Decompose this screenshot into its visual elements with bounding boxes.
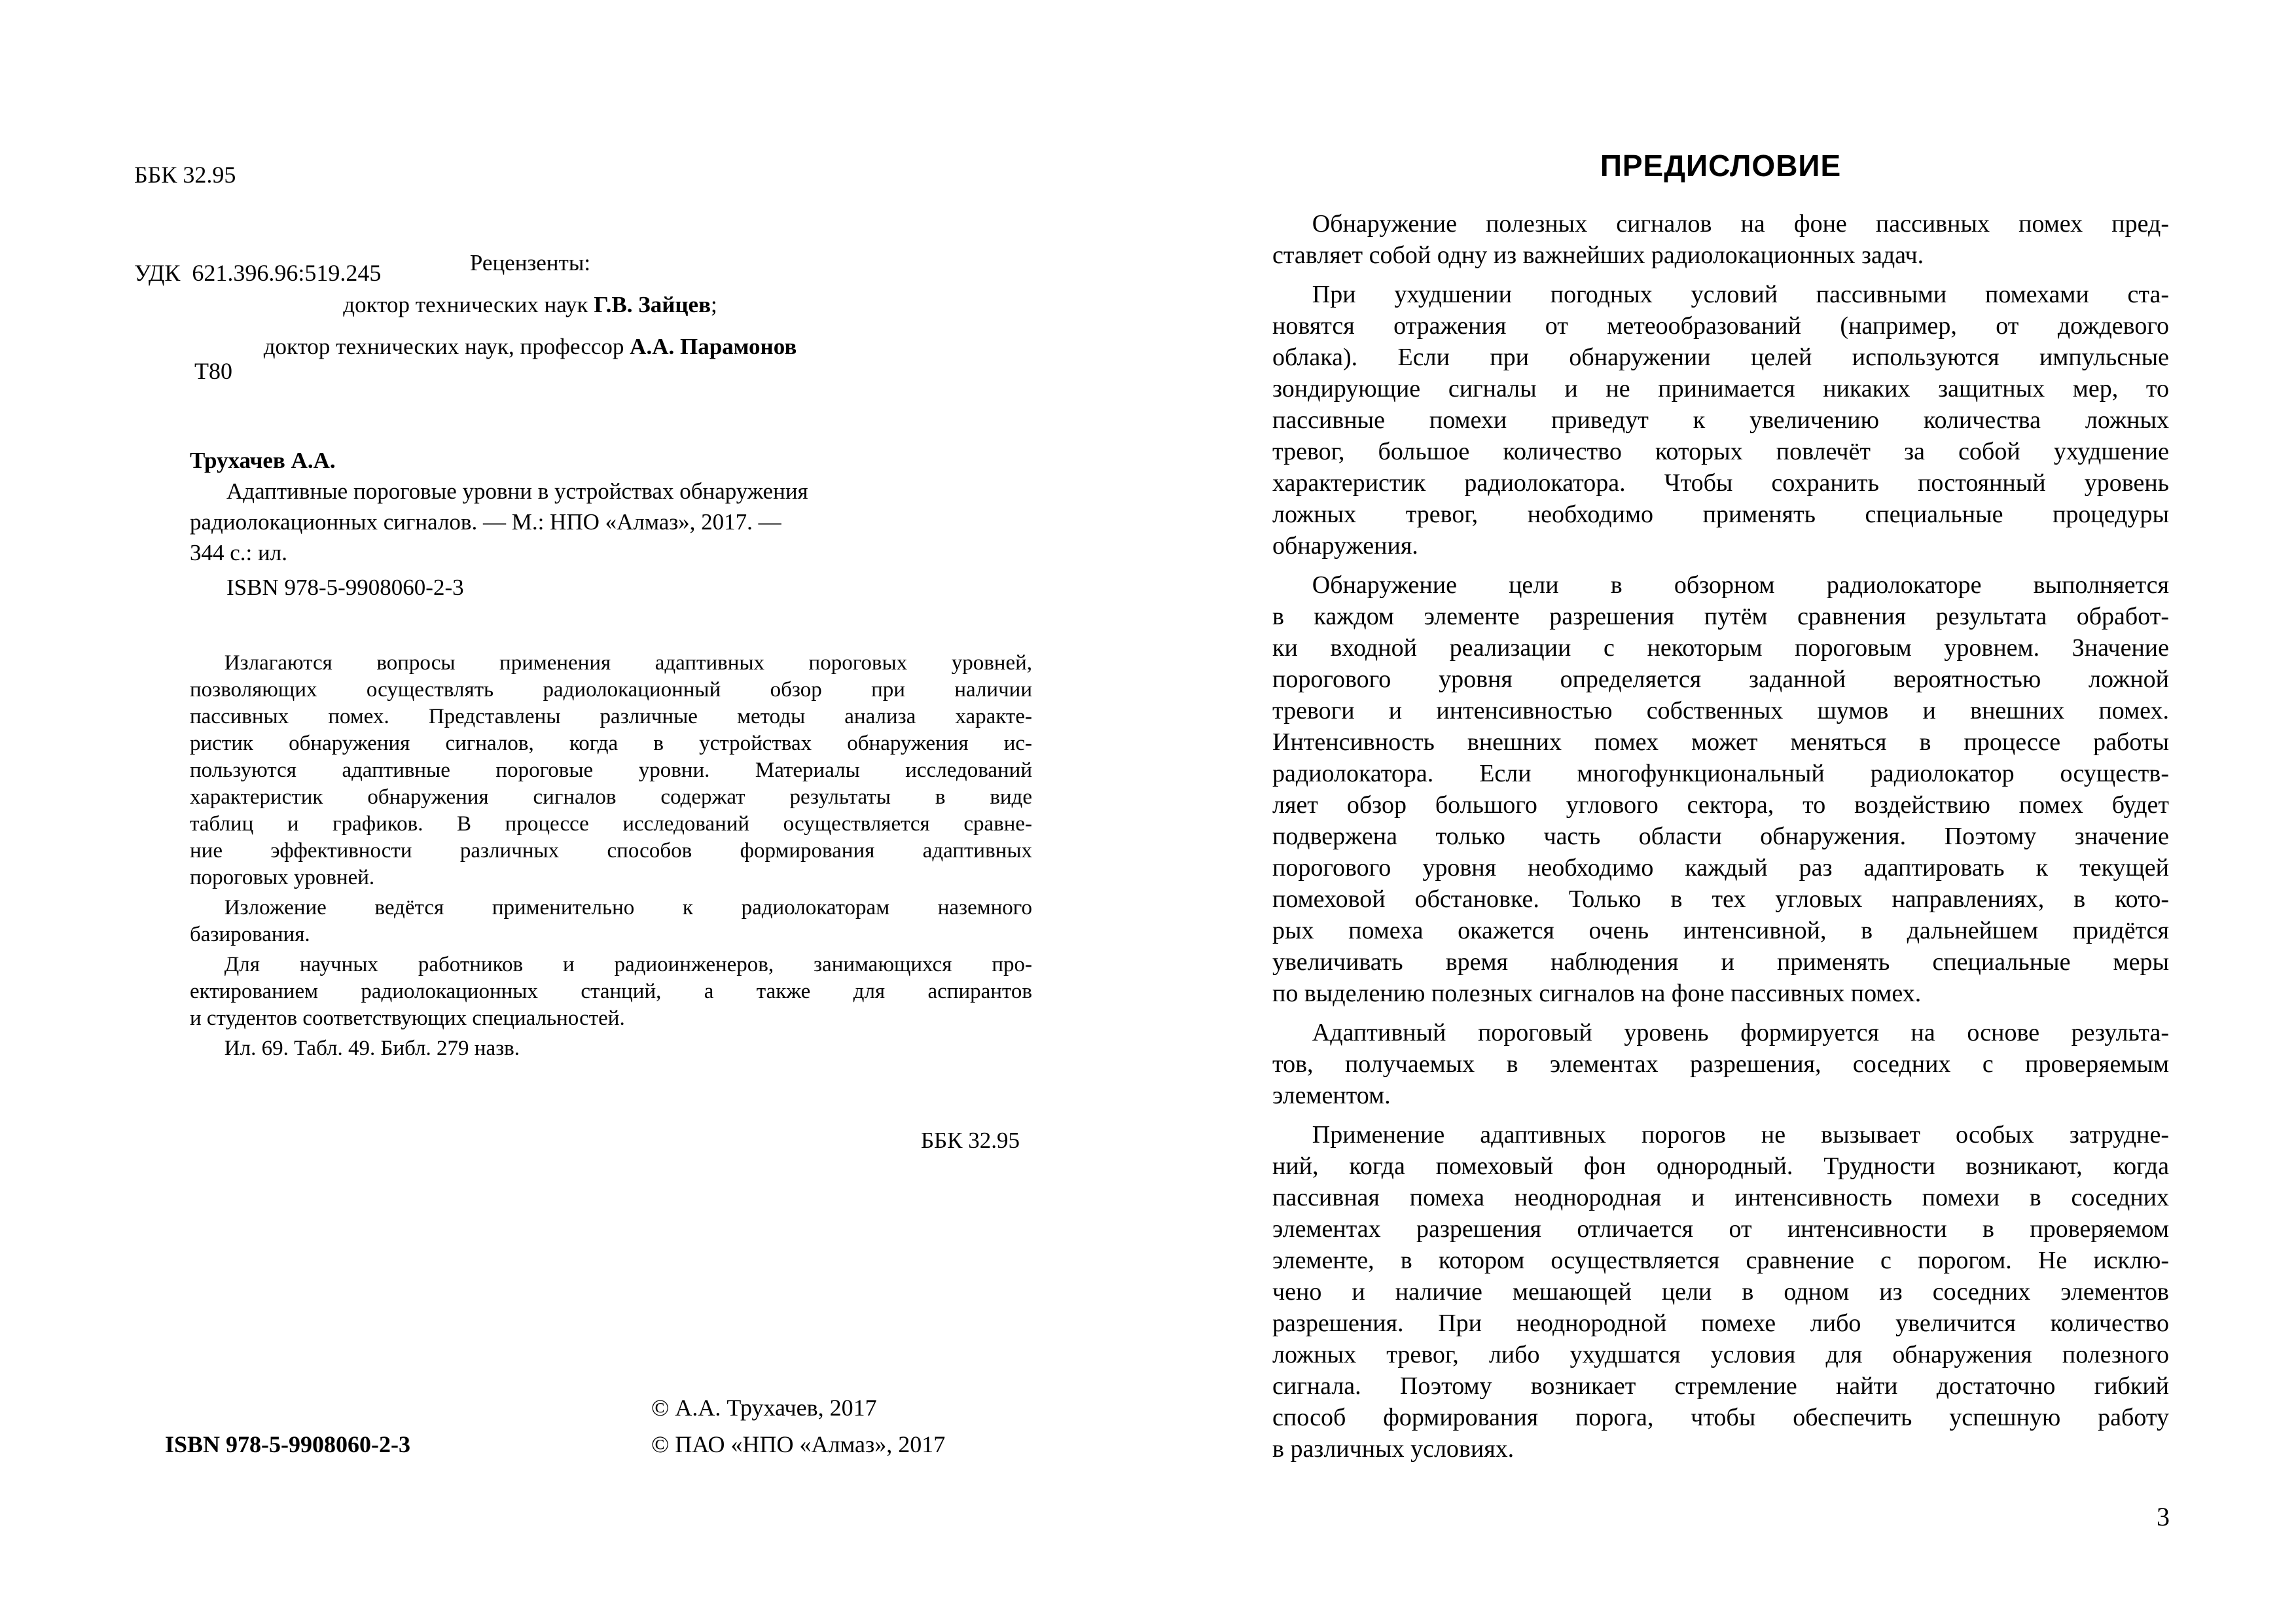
text-line: Адаптивный пороговый уровень формируется на основе результа-: [1312, 1019, 2169, 1046]
annotation-paragraph: [190, 895, 1032, 948]
text-line: облака). Если при обнаружении целей используются импульсные: [1272, 344, 2169, 371]
text-line: характеристик обнаружения сигналов содержат результаты в виде: [190, 785, 1032, 809]
preface-title: ПРЕДИСЛОВИЕ: [1600, 149, 1842, 183]
text-line: ристик обнаружения сигналов, когда в устройствах обнаружения ис-: [190, 732, 1032, 755]
text-line: пассивных помех. Представлены различные методы анализа характе-: [190, 705, 1032, 728]
text-line: и студентов соответствующих специальностей.: [190, 1007, 625, 1030]
annotation-stats: Ил. 69. Табл. 49. Библ. 279 назв.: [224, 1037, 520, 1060]
text-line: элементом.: [1272, 1082, 1391, 1109]
text-line: ложных тревог, необходимо применять специальные процедуры: [1272, 501, 2169, 528]
reviewers-block: [157, 242, 903, 368]
text-line: ки входной реализации с некоторым пороговым уровнем. Значение: [1272, 634, 2169, 662]
text-line: таблиц и графиков. В процессе исследований осуществляется сравне-: [190, 812, 1032, 836]
text-line: увеличивать время наблюдения и применять специальные меры: [1272, 948, 2169, 976]
reviewer-name: Г.В. Зайцев: [594, 292, 711, 317]
preface-body: [1272, 208, 2169, 1465]
bibliographic-citation: [190, 445, 1032, 603]
text-line: Для научных работников и радиоинженеров, занимающихся про-: [224, 953, 1032, 976]
text-line: ектированием радиолокационных станций, а также для аспирантов: [190, 980, 1032, 1003]
copyright-publisher: © ПАО «НПО «Алмаз», 2017: [651, 1431, 946, 1457]
reviewer-line: [157, 326, 903, 368]
text-line: ляет обзор большого углового сектора, то воздействию помех будет: [1272, 791, 2169, 819]
annotation-block: [190, 650, 1032, 1062]
text-line: сигнала. Поэтому возникает стремление найти достаточно гибкий: [1272, 1372, 2169, 1400]
preface-paragraph: [1272, 208, 2169, 271]
text-line: базирования.: [190, 923, 310, 946]
text-line: подвержена только часть области обнаружения. Поэтому значение: [1272, 823, 2169, 850]
text-line: чено и наличие мешающей цели в одном из соседних элементов: [1272, 1278, 2169, 1306]
text-line: ложных тревог, либо ухудшатся условия для обнаружения полезного: [1272, 1341, 2169, 1368]
text-line: новятся отражения от метеообразований (например, от дождевого: [1272, 312, 2169, 340]
text-line: в различных условиях.: [1272, 1435, 1515, 1463]
preface-paragraph: [1272, 569, 2169, 1009]
text-line: ние эффективности различных способов формирования адаптивных: [190, 839, 1032, 863]
text-line: пороговых уровней.: [190, 866, 375, 889]
text-line: Изложение ведётся применительно к радиолокаторам наземного: [224, 896, 1032, 919]
annotation-paragraph: [190, 952, 1032, 1032]
citation-author: Трухачев А.А.: [190, 448, 336, 473]
text-line: тов, получаемых в элементах разрешения, соседних с проверяемым: [1272, 1050, 2169, 1078]
text-line: порогового уровня необходимо каждый раз адаптировать к текущей: [1272, 854, 2169, 882]
text-line: Обнаружение цели в обзорном радиолокаторе выполняется: [1312, 571, 2169, 599]
text-line: пассивные помехи приведут к увеличению количества ложных: [1272, 406, 2169, 434]
text-line: Адаптивные пороговые уровни в устройствах обнаружения: [226, 478, 808, 504]
reviewer-name: А.А. Парамонов: [630, 334, 797, 359]
text-line: по выделению полезных сигналов на фоне пассивных помех.: [1272, 980, 1922, 1007]
text-line: радиолокационных сигналов. — М.: НПО «Алмаз», 2017. —: [190, 509, 781, 535]
text-line: элементах разрешения отличается от интенсивности в проверяемом: [1272, 1215, 2169, 1243]
annotation-paragraph: [190, 650, 1032, 891]
text-line: ставляет собой одну из важнейших радиолокационных задач.: [1272, 241, 1924, 269]
text-line: обнаружения.: [1272, 532, 1418, 560]
bbk-code-bottom: ББК 32.95: [920, 1128, 1020, 1153]
text-line: радиолокатора. Если многофункциональный радиолокатор осуществ-: [1272, 760, 2169, 787]
text-line: 344 с.: ил.: [190, 540, 287, 565]
text-line: порогового уровня определяется заданной вероятностью ложной: [1272, 666, 2169, 693]
text-line: Применение адаптивных порогов не вызывает особых затрудне-: [1312, 1121, 2169, 1149]
preface-paragraph: [1272, 1119, 2169, 1465]
bbk-code: ББК 32.95: [134, 162, 236, 188]
text-line: разрешения. При неоднородной помехе либо увеличится количество: [1272, 1310, 2169, 1337]
text-line: Интенсивность внешних помех может меняться в процессе работы: [1272, 728, 2169, 756]
text-line: способ формирования порога, чтобы обеспечить успешную работу: [1272, 1404, 2169, 1431]
text-line: пользуются адаптивные пороговые уровни. Материалы исследований: [190, 758, 1032, 782]
citation-isbn: ISBN 978-5-9908060-2-3: [226, 575, 464, 600]
footer-isbn: ISBN 978-5-9908060-2-3: [165, 1431, 410, 1457]
reviewer-line: [157, 284, 903, 326]
text-line: При ухудшении погодных условий пассивными помехами ста-: [1312, 281, 2169, 308]
text-line: позволяющих осуществлять радиолокационный обзор при наличии: [190, 678, 1032, 702]
text-line: в каждом элементе разрешения путём сравнения результата обработ-: [1272, 603, 2169, 630]
reviewer-degree: доктор технических наук: [343, 292, 594, 317]
copyright-author: © А.А. Трухачев, 2017: [651, 1395, 877, 1421]
page-number: 3: [2157, 1502, 2170, 1531]
text-line: Излагаются вопросы применения адаптивных пороговых уровней,: [224, 651, 1032, 675]
text-line: ний, когда помеховый фон однородный. Трудности возникают, когда: [1272, 1152, 2169, 1180]
preface-paragraph: [1272, 279, 2169, 562]
citation-description: [190, 476, 1032, 568]
text-line: пассивная помеха неоднородная и интенсивность помехи в соседних: [1272, 1184, 2169, 1211]
text-line: элементе, в котором осуществляется сравнение с порогом. Не исклю-: [1272, 1247, 2169, 1274]
preface-paragraph: [1272, 1017, 2169, 1111]
text-line: Обнаружение полезных сигналов на фоне пассивных помех пред-: [1312, 210, 2169, 238]
text-line: характеристик радиолокатора. Чтобы сохранить постоянный уровень: [1272, 469, 2169, 497]
text-line: зондирующие сигналы и не принимается никаких защитных мер, то: [1272, 375, 2169, 402]
udk-code: УДК 621.396.96:519.245: [134, 260, 382, 286]
text-line: тревоги и интенсивностью собственных шумов и внешних помех.: [1272, 697, 2169, 724]
reviewer-separator: ;: [710, 292, 717, 317]
text-line: помеховой обстановке. Только в тех угловых направлениях, в кото-: [1272, 885, 2169, 913]
text-line: тревог, большое количество которых повлечёт за собой ухудшение: [1272, 438, 2169, 465]
reviewers-heading: Рецензенты:: [469, 250, 591, 276]
text-line: рых помеха окажется очень интенсивной, в дальнейшем придётся: [1272, 917, 2169, 944]
author-sign-code: Т80: [194, 358, 232, 384]
reviewer-degree: доктор технических наук, профессор: [263, 334, 630, 359]
